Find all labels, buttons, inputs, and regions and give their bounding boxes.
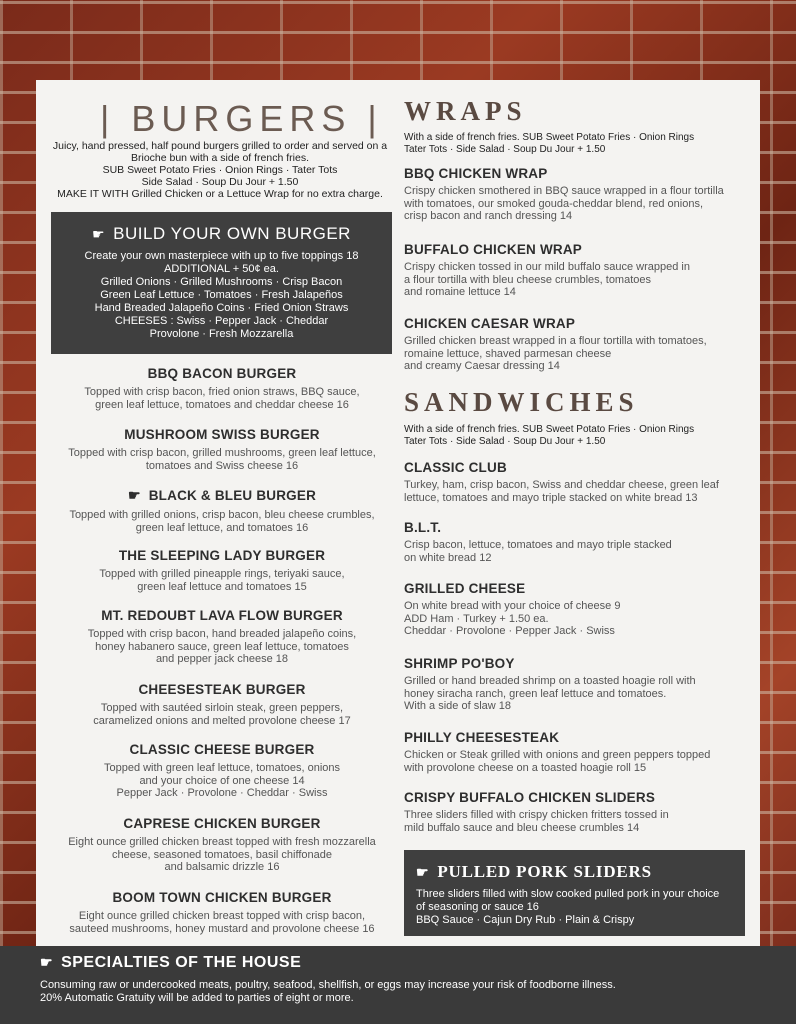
item-title-row [44, 487, 400, 504]
byo-line: CHEESES : Swiss · Pepper Jack · Cheddar [114, 315, 329, 327]
burgers-intro-line: Juicy, hand pressed, half pound burgers grilled to order and served on a [52, 140, 388, 152]
byo-line: Green Leaf Lettuce · Tomatoes · Fresh Jalapeños [100, 289, 343, 301]
burgers-intro-line: MAKE IT WITH Grilled Chicken or a Lettuce Wrap for no extra charge. [57, 188, 383, 200]
item-title: PHILLY CHEESESTEAK [404, 730, 560, 745]
menu-item [404, 790, 750, 834]
item-desc-line: Crispy chicken smothered in BBQ sauce wrapped in a flour tortilla [404, 185, 724, 197]
item-title: B.L.T. [404, 520, 442, 535]
burgers-intro [44, 140, 396, 200]
item-desc-line: and romaine lettuce 14 [404, 286, 516, 298]
burgers-heading: | BURGERS | [100, 98, 383, 139]
item-desc-line: lettuce, tomatoes and mayo triple stacked on white bread 13 [404, 491, 698, 504]
menu-item [404, 520, 750, 564]
item-desc-line: and balsamic drizzle 16 [164, 861, 280, 873]
pointing-hand-icon: ☛ [416, 866, 430, 881]
item-desc-line: on white bread 12 [404, 551, 492, 564]
item-desc-line: Topped with grilled onions, crisp bacon, bleu cheese crumbles, [69, 509, 375, 521]
footer-line: Consuming raw or undercooked meats, poultry, seafood, shellfish, or eggs may increase your risk of foodborne illness. [40, 979, 616, 991]
pulled-pork-text [416, 888, 745, 927]
item-title: MT. REDOUBT LAVA FLOW BURGER [101, 608, 343, 623]
byo-line: ADDITIONAL + 50¢ ea. [164, 263, 279, 275]
item-desc [44, 910, 400, 935]
byo-line: Grilled Onions · Grilled Mushrooms · Crisp Bacon [100, 276, 343, 288]
byo-line: Hand Breaded Jalapeño Coins · Fried Onion Straws [94, 302, 349, 314]
item-desc-line: Crisp bacon, lettuce, tomatoes and mayo triple stacked [404, 539, 672, 551]
item-title: BUFFALO CHICKEN WRAP [404, 242, 582, 257]
item-title: BLACK & BLEU BURGER [148, 488, 317, 503]
item-desc-line: Eight ounce grilled chicken breast topped with crisp bacon, [78, 910, 366, 922]
item-desc [404, 185, 750, 223]
item-desc-line: Topped with crisp bacon, grilled mushrooms, green leaf lettuce, [68, 447, 376, 459]
item-desc-line: cheese, seasoned tomatoes, basil chiffonade [112, 848, 332, 861]
pulled-pork-title-row [416, 862, 745, 882]
item-title: BBQ BACON BURGER [147, 366, 297, 381]
item-desc-line: Topped with green leaf lettuce, tomatoes, onions [103, 762, 341, 774]
byo-line: Provolone · Fresh Mozzarella [149, 328, 294, 340]
item-desc [404, 600, 750, 638]
sandwiches-intro [404, 424, 750, 448]
menu-item [44, 427, 400, 472]
item-desc [44, 702, 400, 727]
item-desc-line: Cheddar · Provolone · Pepper Jack · Swiss [404, 625, 615, 637]
menu-item [404, 460, 750, 504]
item-title: GRILLED CHEESE [404, 581, 526, 596]
item-desc-line: Turkey, ham, crisp bacon, Swiss and cheddar cheese, green leaf [404, 479, 719, 491]
item-desc-line: Chicken or Steak grilled with onions and green peppers topped [404, 749, 711, 761]
wraps-intro-line: With a side of french fries. SUB Sweet Potato Fries · Onion Rings [404, 132, 695, 143]
pulled-pork-line: Three sliders filled with slow cooked pulled pork in your choice [416, 888, 720, 900]
item-desc-line: crisp bacon and ranch dressing 14 [404, 210, 573, 222]
menu-item [44, 548, 400, 593]
item-desc-line: Topped with sautéed sirloin steak, green peppers, [100, 702, 344, 714]
pointing-hand-icon: ☛ [92, 226, 106, 242]
burgers-intro-line: Brioche bun with a side of french fries. [130, 152, 309, 164]
build-your-own-title: BUILD YOUR OWN BURGER [113, 224, 351, 243]
item-desc [44, 568, 400, 593]
item-desc-line: tomatoes and Swiss cheese 16 [145, 459, 299, 472]
item-title: CHICKEN CAESAR WRAP [404, 316, 576, 331]
footer-text [40, 979, 616, 1005]
item-title: CRISPY BUFFALO CHICKEN SLIDERS [404, 790, 656, 805]
menu-item [44, 366, 400, 411]
menu-item [404, 730, 750, 774]
item-desc [404, 539, 750, 564]
build-your-own-text [51, 250, 392, 341]
item-desc-line: and creamy Caesar dressing 14 [404, 360, 560, 372]
item-desc-line: On white bread with your choice of cheese 9 [404, 600, 621, 612]
item-desc [404, 261, 750, 299]
menu-item [44, 487, 400, 534]
item-desc-line: a flour tortilla with bleu cheese crumbles, tomatoes [404, 273, 652, 286]
item-desc-line: romaine lettuce, shaved parmesan cheese [404, 347, 612, 360]
byo-line: Create your own masterpiece with up to five toppings 18 [84, 250, 359, 262]
item-desc-line: Crispy chicken tossed in our mild buffalo sauce wrapped in [404, 261, 690, 273]
item-desc-line: Eight ounce grilled chicken breast topped with fresh mozzarella [68, 836, 376, 848]
build-your-own-title-row [51, 224, 392, 244]
item-desc-line: mild buffalo sauce and bleu cheese crumbles 14 [404, 821, 640, 834]
item-desc [44, 386, 400, 411]
item-desc-line: Pepper Jack · Provolone · Cheddar · Swiss [116, 787, 328, 799]
menu-item [404, 242, 750, 299]
wraps-intro [404, 132, 750, 156]
item-desc-line: with tomatoes, our smoked gouda-cheddar blend, red onions, [404, 197, 704, 210]
item-title: CLASSIC CLUB [404, 460, 507, 475]
item-title: SHRIMP PO'BOY [404, 656, 515, 671]
pulled-pork-title: PULLED PORK SLIDERS [437, 862, 652, 881]
item-title: CLASSIC CHEESE BURGER [129, 742, 315, 757]
item-desc-line: Topped with crisp bacon, hand breaded jalapeño coins, [87, 628, 357, 640]
menu-item [404, 166, 750, 223]
burgers-intro-line: SUB Sweet Potato Fries · Onion Rings · Tater Tots [102, 164, 338, 176]
item-title: MUSHROOM SWISS BURGER [124, 427, 320, 442]
item-desc [404, 675, 750, 713]
item-desc-line: Topped with grilled pineapple rings, teriyaki sauce, [99, 568, 345, 580]
item-desc-line: Grilled or hand breaded shrimp on a toasted hoagie roll with [404, 675, 696, 687]
item-desc-line: green leaf lettuce and tomatoes 15 [137, 580, 307, 593]
item-desc-line: Three sliders filled with crispy chicken fritters tossed in [404, 809, 669, 821]
item-desc [44, 628, 400, 666]
item-desc [44, 836, 400, 874]
sandwiches-intro-line: Tater Tots · Side Salad · Soup Du Jour + 1.50 [404, 436, 606, 447]
wraps-heading: WRAPS [404, 96, 527, 126]
menu-item [44, 682, 400, 727]
footer-bar [0, 946, 796, 1024]
item-title: CHEESESTEAK BURGER [138, 682, 306, 697]
menu-item [404, 581, 750, 638]
footer-title: SPECIALTIES OF THE HOUSE [61, 954, 302, 971]
menu-item [404, 656, 750, 713]
item-desc-line: Grilled chicken breast wrapped in a flour tortilla with tomatoes, [404, 335, 707, 347]
item-title: THE SLEEPING LADY BURGER [118, 548, 326, 563]
item-title: CAPRESE CHICKEN BURGER [123, 816, 321, 831]
menu-item [404, 316, 750, 373]
menu-item [44, 608, 400, 666]
item-desc [44, 447, 400, 472]
pointing-hand-icon: ☛ [40, 954, 54, 970]
item-title: BOOM TOWN CHICKEN BURGER [112, 890, 332, 905]
item-desc-line: honey siracha ranch, green leaf lettuce and tomatoes. [404, 687, 667, 700]
menu-item [44, 816, 400, 874]
item-desc-line: caramelized onions and melted provolone cheese 17 [93, 714, 351, 727]
menu-item [44, 742, 400, 800]
item-desc-line: Topped with crisp bacon, fried onion straws, BBQ sauce, [84, 386, 360, 398]
pulled-pork-box [404, 850, 745, 936]
item-desc [404, 335, 750, 373]
sandwiches-intro-line: With a side of french fries. SUB Sweet Potato Fries · Onion Rings [404, 424, 695, 435]
item-desc-line: green leaf lettuce, tomatoes and cheddar cheese 16 [95, 398, 349, 411]
item-desc-line: and your choice of one cheese 14 [139, 774, 305, 787]
pulled-pork-line: BBQ Sauce · Cajun Dry Rub · Plain & Crispy [416, 914, 635, 926]
burgers-intro-line: Side Salad · Soup Du Jour + 1.50 [141, 176, 299, 188]
menu-item [44, 890, 400, 935]
item-desc [44, 509, 400, 534]
wraps-intro-line: Tater Tots · Side Salad · Soup Du Jour + 1.50 [404, 144, 606, 155]
footer-title-row [40, 954, 301, 972]
pointing-hand-icon: ☛ [127, 487, 141, 503]
item-desc [404, 479, 750, 504]
item-desc-line: with provolone cheese on a toasted hoagie roll 15 [404, 761, 647, 774]
item-desc-line: With a side of slaw 18 [404, 700, 511, 712]
item-title: BBQ CHICKEN WRAP [404, 166, 548, 181]
item-desc-line: and pepper jack cheese 18 [155, 653, 289, 665]
item-desc [404, 749, 750, 774]
item-desc [44, 762, 400, 800]
footer-line: 20% Automatic Gratuity will be added to parties of eight or more. [40, 992, 354, 1004]
pulled-pork-line: of seasoning or sauce 16 [416, 901, 539, 913]
build-your-own-box [51, 212, 392, 354]
item-desc-line: green leaf lettuce, and tomatoes 16 [135, 521, 309, 534]
item-desc-line: honey habanero sauce, green leaf lettuce, tomatoes [95, 640, 349, 653]
item-desc [404, 809, 750, 834]
item-desc-line: sauteed mushrooms, honey mustard and provolone cheese 16 [69, 922, 375, 935]
item-desc-line: ADD Ham · Turkey + 1.50 ea. [404, 612, 549, 625]
sandwiches-heading: SANDWICHES [404, 387, 639, 417]
